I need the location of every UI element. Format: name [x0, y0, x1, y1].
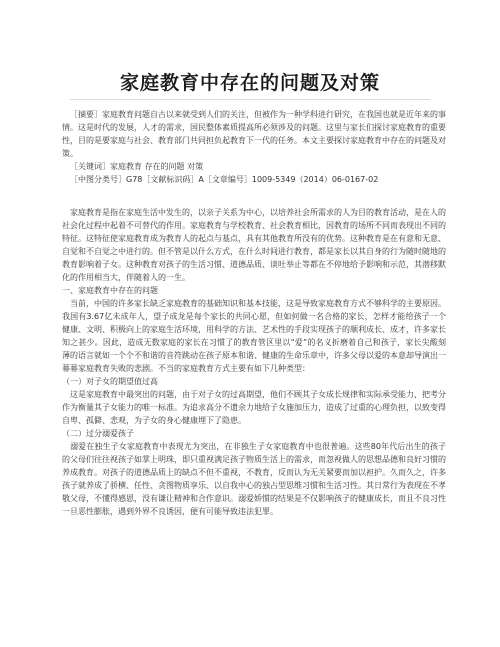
article-body	[62, 206, 446, 518]
abstract-paragraph: ［摘要］家庭教育问题自古以来就受到人们的关注，但被作为一种学科进行研究，在我国也就是近年来的事情。这是时代的发展，人才的需求，国民整体素质提高所必须涉及的问题。这里与家长们探讨家庭教育的重要性，目的是要家庭与社会、教育部门共同担负起教育下一代的任务。本文主要探讨家庭教育中存在的问题及对策。	[62, 110, 446, 158]
subsection-heading-1: （一）对子女的期望值过高	[62, 377, 158, 386]
subsection-paragraph-2: 溺爱在独生子女家庭教育中表现尤为突出，在非独生子女家庭教育中也很普遍。这些80年代后出生的孩子的父母们往往视孩子如掌上明珠，即只重视满足孩子物质生活上的需求，而忽视做人的思想品德和良好习惯的养成教育。对孩子的道德品质上的缺点不但不重视，不教育，反而认为无关紧要而加以袒护。久而久之，许多孩子就养成了骄横、任性、贪图物质享乐、以自我中心的独占型思维习惯和生活习性。其日常行为表现在不孝敬父母，不懂得感恩，没有谦让精神和合作意识。溺爱娇惯的结果是不仅影响孩子的健康成长，而且不良习性一旦恶性膨胀，遇到外界不良诱因，便有可能导致违法犯罪。	[62, 442, 446, 516]
subsection-heading-2: （二）过分溺爱孩子	[62, 429, 134, 438]
title-divider	[70, 99, 430, 100]
article-metadata	[62, 108, 446, 186]
classification-line: ［中图分类号］G78［文献标识码］A［文章编号］1009-5349（2014）06-0167-02	[70, 175, 379, 184]
section-heading-1: 一、家庭教育中存在的问题	[62, 286, 158, 295]
subsection-paragraph-1: 这是家庭教育中最突出的问题，由于对子女的过高期望，他们不顾其子女成长规律和实际承受能力，把考分作为衡量其子女能力的唯一标准。为追求高分不遗余力地给子女施加压力，造成了过重的心理负担，以致变得自卑、孤僻、悲观，为子女的身心健康埋下了隐患。	[62, 390, 446, 425]
page-title: 家庭教育中存在的问题及对策	[119, 72, 380, 94]
keywords-line: ［关键词］家庭教育 存在的问题 对策	[70, 162, 204, 171]
intro-paragraph: 家庭教育是指在家庭生活中发生的，以亲子关系为中心，以培养社会所需求的人为目的教育活动，是在人的社会化过程中起着不可替代的作用。家庭教育与学校教育、社会教育相比，因教育的场所不同而表现出不同的特征。这特征使家庭教育成为教育人的起点与基点，具有其他教育所没有的优势。这种教育是在有意和无意、自觉和不自觉之中进行的。但不管是以什么方式，在什么时间进行教育，都是家长以其自身的行为随时随地的教育影响着子女。这种教育对孩子的生活习惯、道德品质、谈吐举止等都在不停地给予影响和示范，其潜移默化的作用相当大，伴随着人的一生。	[62, 208, 446, 282]
section-paragraph-1: 当前，中国的许多家长缺乏家庭教育的基础知识和基本技能，这是导致家庭教育方式不够科学的主要原因。我国有3.67亿未成年人，望子成龙是每个家长的共同心愿，但如何做一名合格的家长，怎样才能给孩子一个健康、文明、积极向上的家庭生活环境，用科学的方法、艺术性的手段实现孩子的顺利成长、成才，许多家长知之甚少。因此，造成无数家庭的家长在习惯了的教育管区里以“爱”的名义折磨着自己和孩子，家长尖酸刻薄的语言就如一个个不和谐的音符跳动在孩子原本和谐、健康的生命乐章中，许多父母以爱的本意却导演出一幕幕家庭教育失败的悲剧。不当的家庭教育方式主要有如下几种类型：	[62, 299, 446, 373]
